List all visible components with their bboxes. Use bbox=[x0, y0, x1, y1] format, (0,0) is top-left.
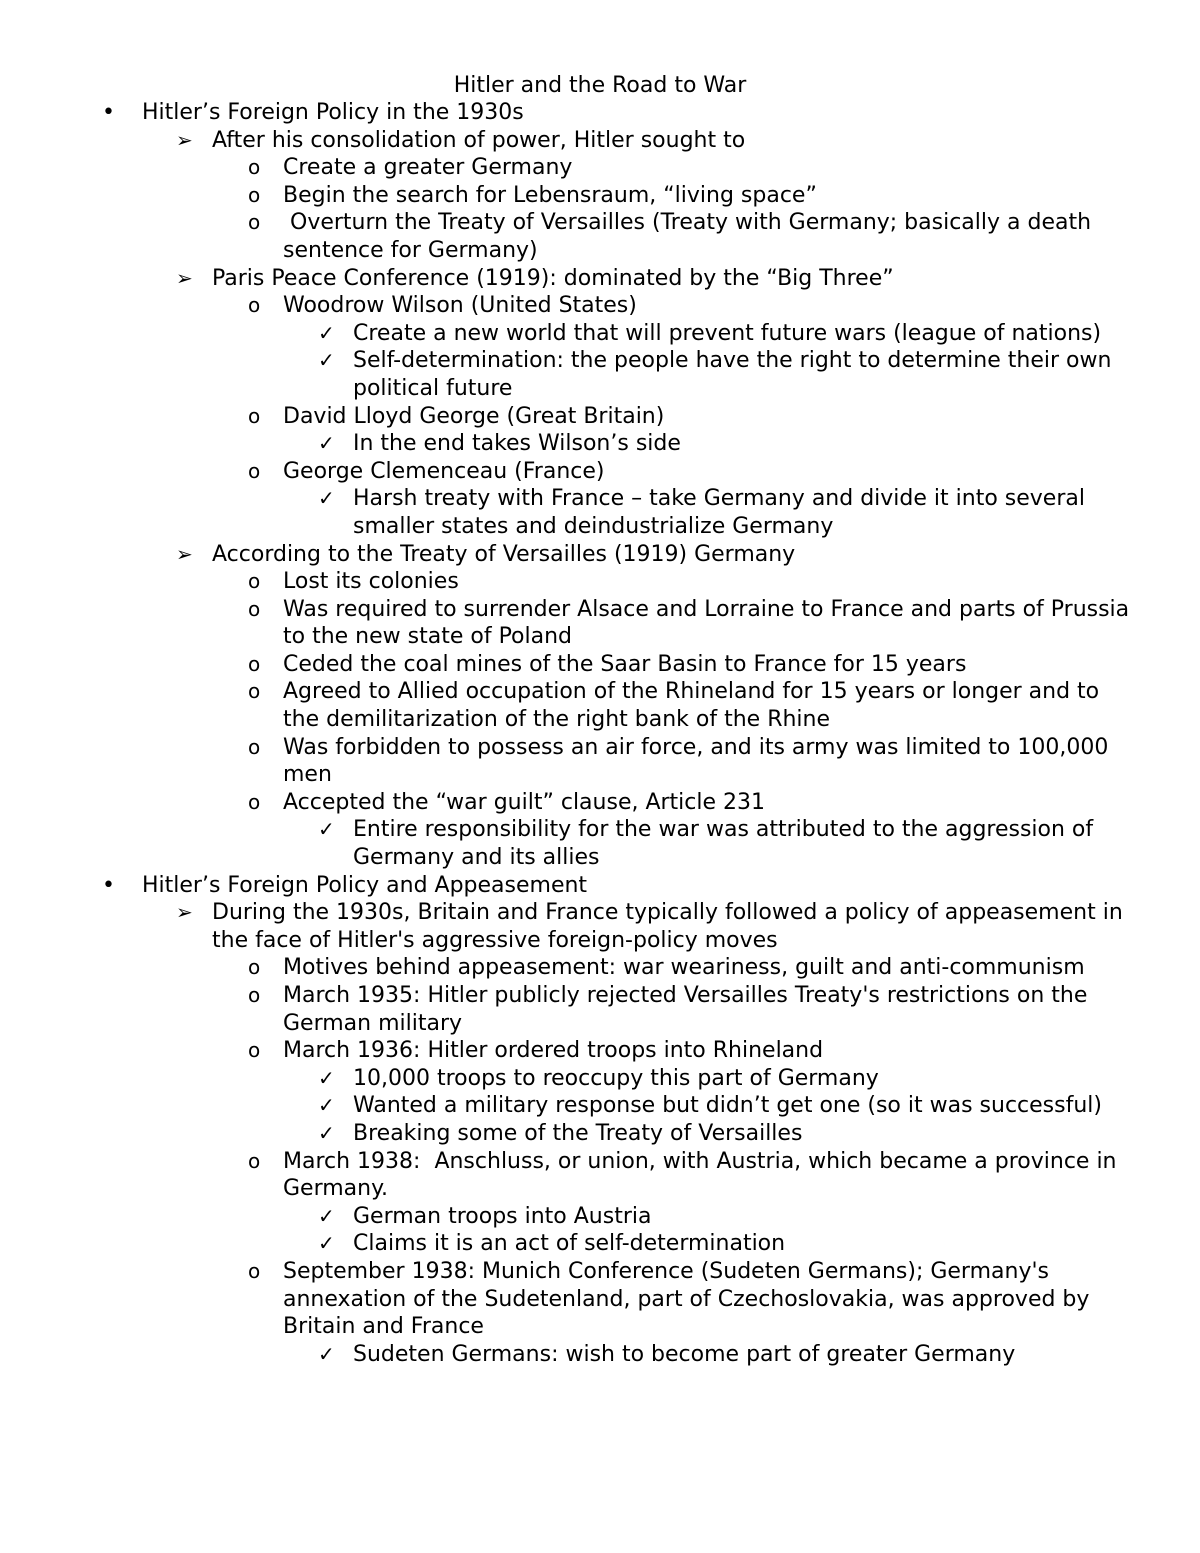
outline-item-text: Hitler’s Foreign Policy and Appeasement bbox=[142, 872, 588, 898]
arrow-bullet-icon: ➢ bbox=[176, 541, 193, 566]
circle-bullet-icon: o bbox=[248, 293, 261, 318]
circle-bullet-icon: o bbox=[248, 1258, 261, 1283]
outline-list bbox=[0, 99, 1200, 1368]
circle-bullet-icon: o bbox=[248, 651, 261, 676]
checkmark-icon: ✓ bbox=[318, 486, 335, 511]
circle-bullet-icon: o bbox=[248, 210, 261, 235]
checkmark-icon: ✓ bbox=[318, 817, 335, 842]
outline-item-level-3 bbox=[0, 458, 1133, 486]
outline-item-level-2 bbox=[0, 265, 1132, 293]
outline-item-level-3 bbox=[0, 403, 1133, 431]
outline-item-text: Begin the search for Lebensraum, “living space” bbox=[283, 182, 817, 208]
outline-item-level-1 bbox=[0, 99, 1132, 127]
outline-item-level-1 bbox=[0, 872, 1132, 900]
checkmark-icon: ✓ bbox=[318, 1203, 335, 1228]
checkmark-icon: ✓ bbox=[318, 1120, 335, 1145]
outline-item-text: 10,000 troops to reoccupy this part of Germany bbox=[353, 1065, 879, 1091]
outline-item-level-4 bbox=[0, 1120, 1133, 1148]
outline-item-level-3 bbox=[0, 954, 1133, 982]
outline-item-text: Agreed to Allied occupation of the Rhineland for 15 years or longer and to the demilitarization of the right bank of the Rhine bbox=[283, 679, 1107, 733]
outline-item-level-3 bbox=[0, 209, 1133, 264]
outline-item-text: Was required to surrender Alsace and Lorraine to France and parts of Prussia to the new state of Poland bbox=[283, 596, 1137, 650]
outline-item-level-4 bbox=[0, 347, 1133, 402]
outline-item-level-3 bbox=[0, 292, 1133, 320]
outline-item-text: Wanted a military response but didn’t get one (so it was successful) bbox=[353, 1093, 1102, 1119]
outline-item-text: Accepted the “war guilt” clause, Article 231 bbox=[283, 789, 766, 815]
arrow-bullet-icon: ➢ bbox=[176, 265, 193, 290]
outline-item-text: In the end takes Wilson’s side bbox=[353, 431, 681, 457]
outline-item-level-4 bbox=[0, 485, 1133, 540]
outline-item-text: George Clemenceau (France) bbox=[283, 458, 605, 484]
checkmark-icon: ✓ bbox=[318, 1231, 335, 1256]
outline-item-text: During the 1930s, Britain and France typically followed a policy of appeasement in the face of Hitler's aggressive foreign-policy moves bbox=[212, 900, 1130, 953]
outline-item-text: Paris Peace Conference (1919): dominated by the “Big Three” bbox=[212, 265, 894, 291]
outline-item-level-3 bbox=[0, 982, 1133, 1037]
outline-item-level-3 bbox=[0, 678, 1133, 733]
outline-item-level-3 bbox=[0, 734, 1133, 789]
arrow-bullet-icon: ➢ bbox=[176, 900, 193, 925]
checkmark-icon: ✓ bbox=[318, 431, 335, 456]
outline-item-level-4 bbox=[0, 1341, 1133, 1369]
outline-item-level-3 bbox=[0, 182, 1133, 210]
outline-item-text: Breaking some of the Treaty of Versailles bbox=[353, 1120, 803, 1146]
outline-item-level-3 bbox=[0, 1148, 1133, 1203]
outline-item-level-4 bbox=[0, 430, 1133, 458]
outline-item-text: German troops into Austria bbox=[353, 1203, 652, 1229]
outline-item-level-3 bbox=[0, 568, 1133, 596]
outline-item-level-4 bbox=[0, 1230, 1133, 1258]
circle-bullet-icon: o bbox=[248, 403, 261, 428]
bullet-icon: • bbox=[102, 100, 115, 125]
outline-item-text: Claims it is an act of self-determination bbox=[353, 1231, 786, 1257]
outline-item-level-3 bbox=[0, 789, 1133, 817]
outline-item-text: March 1938: Anschluss, or union, with Austria, which became a province in Germany. bbox=[283, 1148, 1124, 1202]
checkmark-icon: ✓ bbox=[318, 348, 335, 373]
checkmark-icon: ✓ bbox=[318, 1093, 335, 1118]
outline-item-level-4 bbox=[0, 320, 1133, 348]
outline-item-text: Entire responsibility for the war was attributed to the aggression of Germany and its allies bbox=[353, 817, 1101, 871]
circle-bullet-icon: o bbox=[248, 182, 261, 207]
outline-item-text: September 1938: Munich Conference (Sudeten Germans); Germany's annexation of the Sudetenland, part of Czechoslovakia, was approved by Britain and France bbox=[283, 1258, 1097, 1340]
outline-item-level-2 bbox=[0, 899, 1132, 954]
checkmark-icon: ✓ bbox=[318, 1341, 335, 1366]
outline-item-level-4 bbox=[0, 1092, 1133, 1120]
outline-item-level-2 bbox=[0, 541, 1132, 569]
outline-item-level-3 bbox=[0, 1037, 1133, 1065]
outline-item-text: Overturn the Treaty of Versailles (Treaty with Germany; basically a death sentence for Germany) bbox=[283, 210, 1099, 263]
circle-bullet-icon: o bbox=[248, 983, 261, 1007]
outline-item-text: March 1936: Hitler ordered troops into Rhineland bbox=[283, 1038, 824, 1064]
outline-item-level-2 bbox=[0, 127, 1132, 155]
outline-item-text: Was forbidden to possess an air force, and its army was limited to 100,000 men bbox=[283, 734, 1116, 788]
outline-item-text: Create a new world that will prevent future wars (league of nations) bbox=[353, 320, 1102, 346]
circle-bullet-icon: o bbox=[248, 569, 261, 594]
outline-item-text: Woodrow Wilson (United States) bbox=[283, 293, 637, 319]
circle-bullet-icon: o bbox=[248, 458, 261, 483]
outline-item-level-3 bbox=[0, 154, 1133, 182]
circle-bullet-icon: o bbox=[248, 679, 261, 704]
outline-item-text: Harsh treaty with France – take Germany and divide it into several smaller states and deindustrialize Germany bbox=[353, 486, 1092, 539]
outline-item-level-4 bbox=[0, 816, 1133, 871]
outline-item-text: Ceded the coal mines of the Saar Basin to France for 15 years bbox=[283, 651, 967, 677]
outline-item-text: Self-determination: the people have the right to determine their own political future bbox=[353, 348, 1119, 401]
outline-item-text: Sudeten Germans: wish to become part of greater Germany bbox=[353, 1341, 1016, 1367]
bullet-icon: • bbox=[102, 872, 115, 898]
circle-bullet-icon: o bbox=[248, 789, 261, 814]
outline-item-level-4 bbox=[0, 1203, 1133, 1231]
circle-bullet-icon: o bbox=[248, 955, 261, 980]
outline-item-text: Lost its colonies bbox=[283, 569, 459, 595]
checkmark-icon: ✓ bbox=[318, 1065, 335, 1090]
circle-bullet-icon: o bbox=[248, 596, 261, 621]
circle-bullet-icon: o bbox=[248, 1038, 261, 1063]
outline-item-level-3 bbox=[0, 596, 1137, 651]
outline-item-text: David Lloyd George (Great Britain) bbox=[283, 403, 665, 429]
circle-bullet-icon: o bbox=[248, 734, 261, 759]
circle-bullet-icon: o bbox=[248, 155, 261, 180]
outline-item-text: After his consolidation of power, Hitler sought to bbox=[212, 127, 746, 153]
circle-bullet-icon: o bbox=[248, 1148, 261, 1173]
document-title: Hitler and the Road to War bbox=[453, 73, 747, 98]
outline-item-text: Motives behind appeasement: war weariness, guilt and anti-communism bbox=[283, 955, 1085, 981]
arrow-bullet-icon: ➢ bbox=[176, 127, 193, 152]
outline-item-text: March 1935: Hitler publicly rejected Versailles Treaty's restrictions on the German military bbox=[283, 983, 1095, 1036]
outline-item-level-3 bbox=[0, 651, 1133, 679]
outline-item-text: According to the Treaty of Versailles (1919) Germany bbox=[212, 541, 796, 567]
outline-item-text: Hitler’s Foreign Policy in the 1930s bbox=[142, 100, 524, 125]
outline-item-level-3 bbox=[0, 1258, 1133, 1341]
outline-item-level-4 bbox=[0, 1065, 1133, 1093]
checkmark-icon: ✓ bbox=[318, 320, 335, 345]
outline-item-text: Create a greater Germany bbox=[283, 155, 573, 181]
